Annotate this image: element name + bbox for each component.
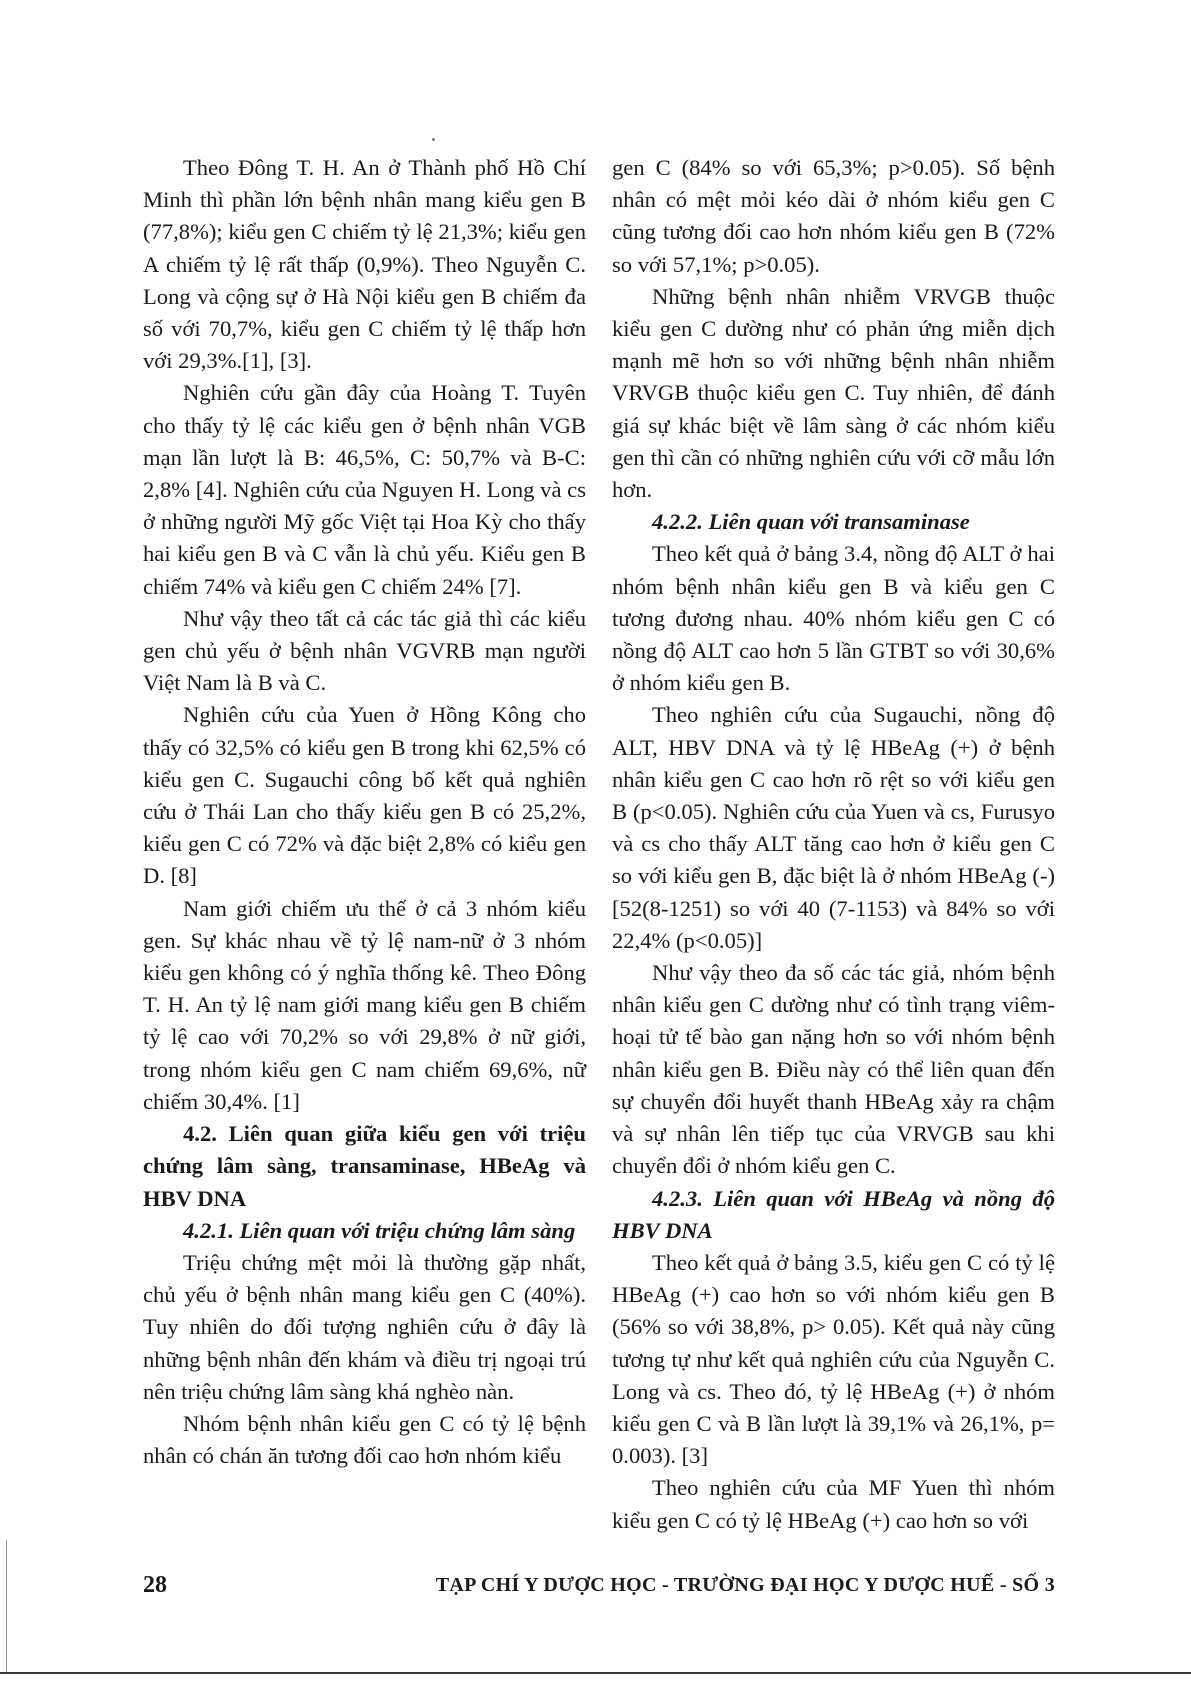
scan-edge-line bbox=[0, 1672, 1191, 1674]
paragraph: Theo kết quả ở bảng 3.4, nồng độ ALT ở hai nhóm bệnh nhân kiểu gen B và kiểu gen C tương đương nhau. 40% nhóm kiểu gen C có nồng độ ALT cao hơn 5 lần GTBT so với 30,6% ở nhóm kiểu gen B. bbox=[612, 541, 1055, 696]
paragraph: Như vậy theo đa số các tác giả, nhóm bệnh nhân kiểu gen C dường như có tình trạng viêm-hoại tử tế bào gan nặng hơn so với nhóm bệnh nhân kiểu gen B. Điều này có thể liên quan đến sự chuyển đổi huyết thanh HBeAg xảy ra chậm và sự nhân lên tiếp tục của VRVGB sau khi chuyển đổi ở nhóm kiểu gen C. bbox=[612, 960, 1055, 1179]
subsection-heading: 4.2.2. Liên quan với transaminase bbox=[652, 509, 970, 535]
page-footer bbox=[143, 1572, 1055, 1606]
subsection-heading: 4.2.1. Liên quan với triệu chứng lâm sàng bbox=[183, 1217, 576, 1243]
paragraph: Nhóm bệnh nhân kiểu gen C có tỷ lệ bệnh nhân có chán ăn tương đối cao hơn nhóm kiểu bbox=[143, 1410, 586, 1469]
paragraph: Theo nghiên cứu của MF Yuen thì nhóm kiểu gen C có tỷ lệ HBeAg (+) cao hơn so với bbox=[612, 1475, 1055, 1533]
paragraph: Theo kết quả ở bảng 3.5, kiểu gen C có tỷ lệ HBeAg (+) cao hơn so với nhóm kiểu gen B (56% so với 38,8%, p> 0.05). Kết quả này cũng tương tự như kết quả nghiên cứu của Nguyễn C. Long và cs. Theo đó, tỷ lệ HBeAg (+) ở nhóm kiểu gen C và B lần lượt là 39,1% và 26,1%, p= 0.003). [3] bbox=[612, 1249, 1055, 1469]
paragraph: Như vậy theo tất cả các tác giả thì các kiểu gen chủ yếu ở bệnh nhân VGVRB mạn người Việt Nam là B và C. bbox=[143, 605, 586, 696]
paragraph: Nghiên cứu gần đây của Hoàng T. Tuyên cho thấy tỷ lệ các kiểu gen ở bệnh nhân VGB mạn lần lượt là B: 46,5%, C: 50,7% và B-C: 2,8% [4]. Nghiên cứu của Nguyen H. Long và cs ở những người Mỹ gốc Việt tại Hoa Kỳ cho thấy hai kiểu gen B và C vẫn là chủ yếu. Kiểu gen B chiếm 74% và kiểu gen C chiếm 24% [7]. bbox=[143, 380, 586, 599]
paragraph: Nam giới chiếm ưu thế ở cả 3 nhóm kiểu gen. Sự khác nhau về tỷ lệ nam-nữ ở 3 nhóm kiểu gen không có ý nghĩa thống kê. Theo Đông T. H. An tỷ lệ nam giới mang kiểu gen B chiếm tỷ lệ cao với 70,2% so với 29,8% ở nữ giới, trong nhóm kiểu gen C nam chiếm 69,6%, nữ chiếm 30,4%. [1] bbox=[143, 895, 586, 1114]
scan-edge-mark bbox=[6, 1540, 7, 1672]
paragraph: Nghiên cứu của Yuen ở Hồng Kông cho thấy có 32,5% có kiểu gen B trong khi 62,5% có kiểu gen C. Sugauchi công bố kết quả nghiên cứu ở Thái Lan cho thấy kiểu gen B có 25,2%, kiểu gen C có 72% và đặc biệt 2,8% có kiểu gen D. [8] bbox=[143, 702, 586, 889]
section-heading: 4.2. Liên quan giữa kiểu gen với triệu chứng lâm sàng, transaminase, HBeAg và HBV DNA bbox=[143, 1121, 586, 1211]
left-column bbox=[143, 152, 586, 1472]
page-number: 28 bbox=[143, 1572, 167, 1598]
paragraph: Những bệnh nhân nhiễm VRVGB thuộc kiểu gen C dường như có phản ứng miễn dịch mạnh mẽ hơn so với những bệnh nhân nhiễm VRVGB thuộc kiểu gen C. Tuy nhiên, để đánh giá sự khác biệt về lâm sàng ở các nhóm kiểu gen thì cần có những nghiên cứu với cỡ mẫu lớn hơn. bbox=[612, 283, 1055, 503]
paragraph: gen C (84% so với 65,3%; p>0.05). Số bệnh nhân có mệt mỏi kéo dài ở nhóm kiểu gen C cũng tương đối cao hơn nhóm kiểu gen B (72% so với 57,1%; p>0.05). bbox=[612, 155, 1055, 277]
subsection-heading: 4.2.3. Liên quan với HBeAg và nồng độ HBV DNA bbox=[612, 1185, 1055, 1243]
scan-speck bbox=[432, 138, 435, 141]
paragraph: Theo Đông T. H. An ở Thành phố Hồ Chí Minh thì phần lớn bệnh nhân mang kiểu gen B (77,8%); kiểu gen C chiếm tỷ lệ 21,3%; kiểu gen A chiếm tỷ lệ rất thấp (0,9%). Theo Nguyễn C. Long và cộng sự ở Hà Nội kiểu gen B chiếm đa số với 70,7%, kiểu gen C chiếm tỷ lệ thấp hơn với 29,3%.[1], [3]. bbox=[143, 155, 586, 374]
journal-title: TẠP CHÍ Y DƯỢC HỌC - TRƯỜNG ĐẠI HỌC Y DƯỢC HUẾ - SỐ 3 bbox=[435, 1574, 1055, 1596]
paragraph: Triệu chứng mệt mỏi là thường gặp nhất, chủ yếu ở bệnh nhân mang kiểu gen C (40%). Tuy nhiên do đối tượng nghiên cứu ở đây là những bệnh nhân đến khám và điều trị ngoại trú nên triệu chứng lâm sàng khá nghèo nàn. bbox=[143, 1249, 586, 1404]
paragraph: Theo nghiên cứu của Sugauchi, nồng độ ALT, HBV DNA và tỷ lệ HBeAg (+) ở bệnh nhân kiểu gen C cao hơn rõ rệt so với kiểu gen B (p<0.05). Nghiên cứu của Yuen và cs, Furusyo và cs cho thấy ALT tăng cao hơn ở kiểu gen C so với kiểu gen B, đặc biệt là ở nhóm HBeAg (-) [52(8-1251) so với 40 (7-1153) và 84% so với 22,4% (p<0.05)] bbox=[612, 702, 1055, 953]
right-column bbox=[612, 152, 1055, 1537]
